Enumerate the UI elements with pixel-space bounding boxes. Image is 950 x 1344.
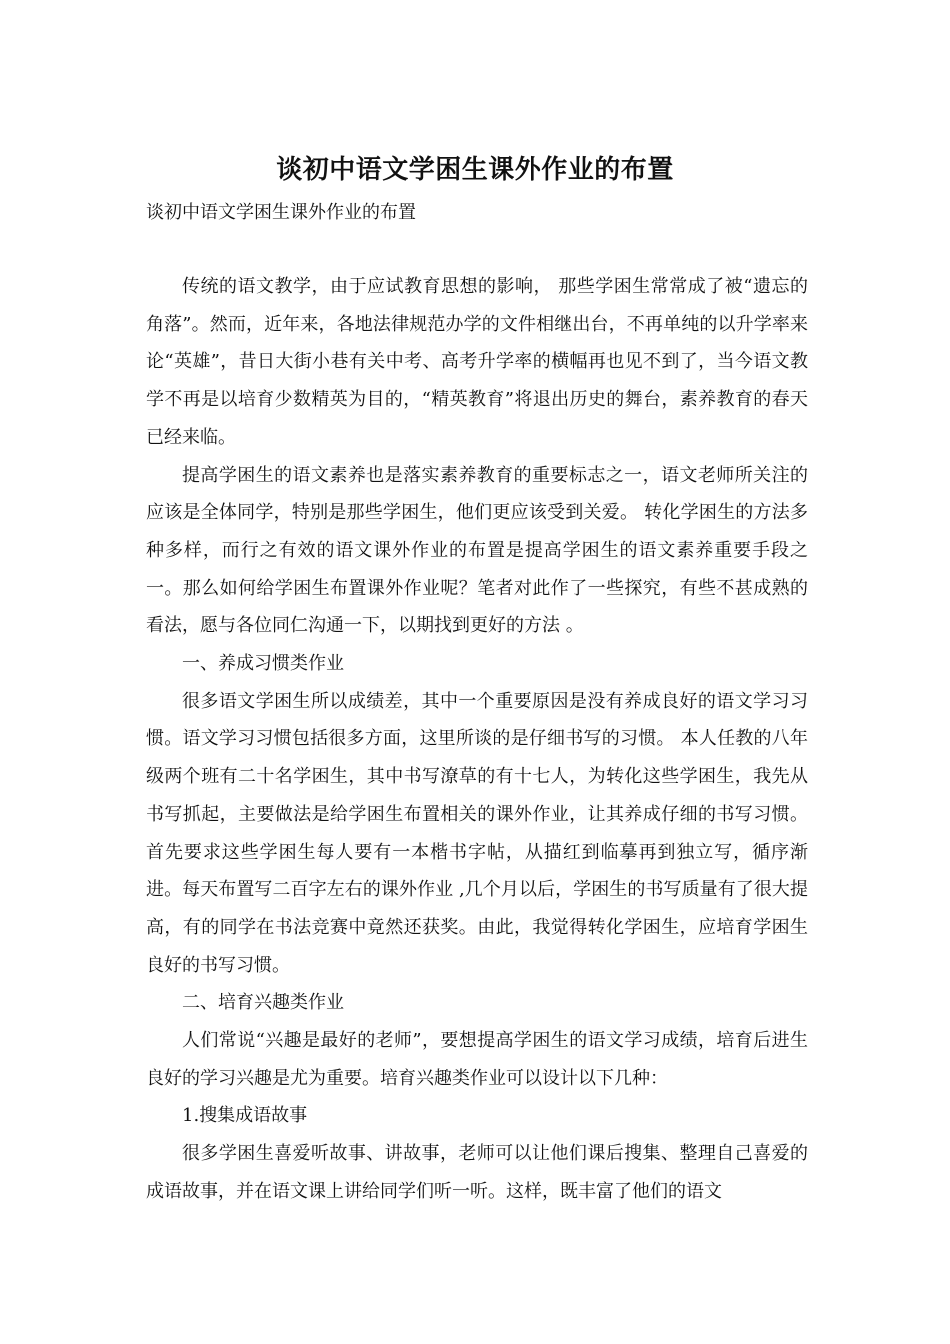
document-subtitle: 谈初中语文学困生课外作业的布置 — [146, 202, 416, 223]
paragraph-intro: 传统的语文教学，由于应试教育思想的影响， 那些学困生常常成了被“遗忘的角落”。然而，近年来，各地法律规范办学的文件相继出台，不再单纯的以升学率来论“英雄”，昔日大街小巷有关中考、高考升学率的横幅再也见不到了，当今语文教学不再是以培育少数精英为目的，“精英教育”将退出历史的舞台，素养教育的春天已经来临。 — [146, 276, 808, 448]
paragraph-literacy: 提高学困生的语文素养也是落实素养教育的重要标志之一，语文老师所关注的应该是全体同学，特别是那些学困生，他们更应该受到关爱。 转化学困生的方法多种多样，而行之有效的语文课外作业的布置是提高学困生的语文素养重要手段之一。那么如何给学困生布置课外作业呢？笔者对此作了一些探究，有些不甚成熟的看法，愿与各位同仁沟通一下，以期找到更好的方法 。 — [146, 464, 808, 637]
section-heading-interest: 二、培育兴趣类作业 — [182, 992, 344, 1014]
paragraph-habits: 很多语文学困生所以成绩差，其中一个重要原因是没有养成良好的语文学习习惯。语文学习习惯包括很多方面，这里所谈的是仔细书写的习惯。 本人任教的八年级两个班有二十名学困生，其中书写潦草的有十七人，为转化这些学困生，我先从书写抓起，主要做法是给学困生布置相关的课外作业，让其养成仔细的书写习惯。首先要求这些学困生每人要有一本楷书字帖，从描红到临摹再到独立写，循序渐进。每天布置写二百字左右的课外作业 ,几个月以后，学困生的书写质量有了很大提高，有的同学在书法竞赛中竟然还获奖。由此，我觉得转化学困生，应培育学困生良好的书写习惯。 — [146, 690, 808, 976]
section-heading-habits: 一、养成习惯类作业 — [182, 653, 344, 675]
paragraph-interest: 人们常说“兴趣是最好的老师”，要想提高学困生的语文学习成绩，培育后进生良好的学习兴趣是尤为重要。培育兴趣类作业可以设计以下几种： — [146, 1030, 808, 1089]
document-title: 谈初中语文学困生课外作业的布置 — [276, 155, 674, 185]
subsection-heading-idioms: 1.搜集成语故事 — [182, 1105, 308, 1127]
paragraph-idioms: 很多学困生喜爱听故事、讲故事，老师可以让他们课后搜集、整理自己喜爱的成语故事，并在语文课上讲给同学们听一听。这样，既丰富了他们的语文 — [146, 1143, 808, 1202]
document-body — [146, 268, 808, 1211]
